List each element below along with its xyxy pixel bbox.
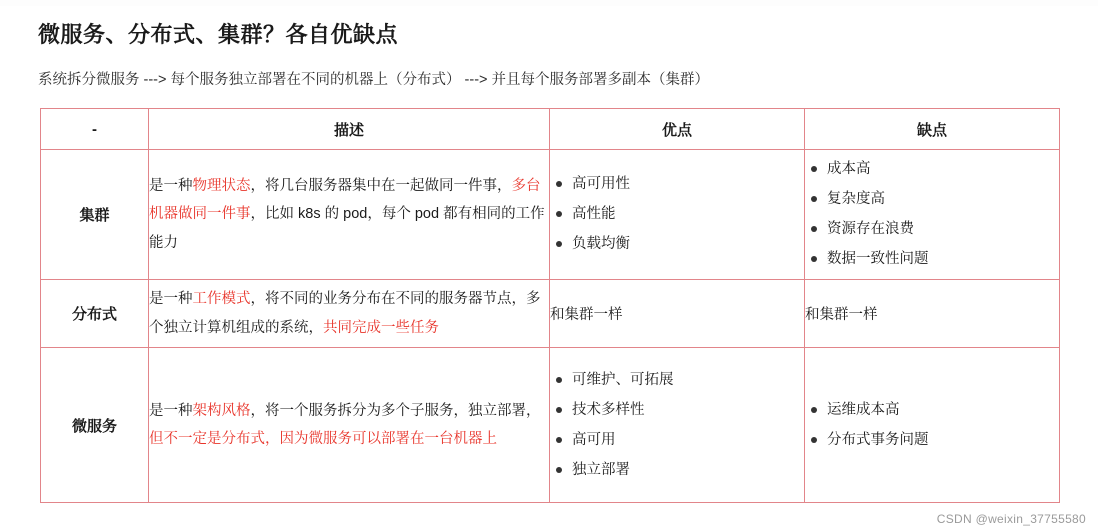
list-item: 可维护、可拓展 bbox=[572, 370, 804, 391]
list-item: 负载均衡 bbox=[572, 234, 804, 255]
list-item: 资源存在浪费 bbox=[827, 219, 1059, 240]
row-cons-cluster bbox=[805, 150, 1060, 280]
row-label-cluster: 集群 bbox=[41, 150, 149, 280]
cons-list bbox=[805, 400, 1059, 451]
list-item: 高可用 bbox=[572, 430, 804, 451]
row-description-microservice bbox=[149, 348, 550, 503]
plain-text: 是一种 bbox=[149, 178, 193, 195]
list-item: 高性能 bbox=[572, 204, 804, 225]
table-row bbox=[41, 150, 1060, 280]
highlighted-text: 多台机器做同一件事 bbox=[149, 178, 541, 223]
pros-list bbox=[550, 174, 804, 255]
table-row bbox=[41, 348, 1060, 503]
page-title: 微服务、分布式、集群？各自优缺点 bbox=[38, 22, 399, 47]
plain-text: 是一种 bbox=[149, 291, 193, 308]
list-item: 复杂度高 bbox=[827, 189, 1059, 210]
column-header-description: 描述 bbox=[149, 109, 550, 150]
list-item: 运维成本高 bbox=[827, 400, 1059, 421]
column-header-cons: 缺点 bbox=[805, 109, 1060, 150]
comparison-table bbox=[40, 108, 1060, 503]
list-item: 分布式事务问题 bbox=[827, 430, 1059, 451]
row-cons-distributed: 和集群一样 bbox=[805, 280, 1060, 348]
plain-text: ，将一个服务拆分为多个子服务，独立部署， bbox=[250, 402, 541, 419]
pros-list bbox=[550, 370, 804, 481]
row-pros-distributed: 和集群一样 bbox=[550, 280, 805, 348]
table-row bbox=[41, 280, 1060, 348]
row-description-distributed bbox=[149, 280, 550, 348]
page-top-edge bbox=[0, 0, 1098, 6]
watermark: CSDN @weixin_37755580 bbox=[936, 512, 1086, 526]
row-pros-cluster bbox=[550, 150, 805, 280]
plain-text: ，将几台服务器集中在一起做同一件事， bbox=[250, 178, 512, 195]
list-item: 成本高 bbox=[827, 159, 1059, 180]
plain-text: ，将不同的业务分布在不同的服务器节点，多个独立计算机组成的系统， bbox=[149, 291, 541, 336]
highlighted-text: 但不一定是分布式，因为微服务可以部署在一台机器上 bbox=[149, 431, 497, 448]
cons-list bbox=[805, 159, 1059, 270]
row-cons-microservice bbox=[805, 348, 1060, 503]
highlighted-text: 工作模式 bbox=[192, 291, 251, 308]
list-item: 技术多样性 bbox=[572, 400, 804, 421]
row-label-microservice: 微服务 bbox=[41, 348, 149, 503]
row-label-distributed: 分布式 bbox=[41, 280, 149, 348]
list-item: 数据一致性问题 bbox=[827, 249, 1059, 270]
highlighted-text: 共同完成一些任务 bbox=[323, 319, 439, 336]
table-header-row bbox=[41, 109, 1060, 150]
row-description-cluster bbox=[149, 150, 550, 280]
plain-text: ，比如 k8s 的 pod，每个 pod 都有相同的工作能力 bbox=[149, 206, 545, 251]
page-subtitle: 系统拆分微服务 ---> 每个服务独立部署在不同的机器上（分布式） ---> 并且每个服务部署多副本（集群） bbox=[38, 72, 710, 88]
column-header-label: - bbox=[41, 109, 149, 150]
highlighted-text: 架构风格 bbox=[192, 402, 251, 419]
list-item: 独立部署 bbox=[572, 460, 804, 481]
table-header bbox=[41, 109, 1060, 150]
plain-text: 是一种 bbox=[149, 402, 193, 419]
column-header-pros: 优点 bbox=[550, 109, 805, 150]
row-pros-microservice bbox=[550, 348, 805, 503]
list-item: 高可用性 bbox=[572, 174, 804, 195]
table-body bbox=[41, 150, 1060, 503]
highlighted-text: 物理状态 bbox=[192, 178, 251, 195]
